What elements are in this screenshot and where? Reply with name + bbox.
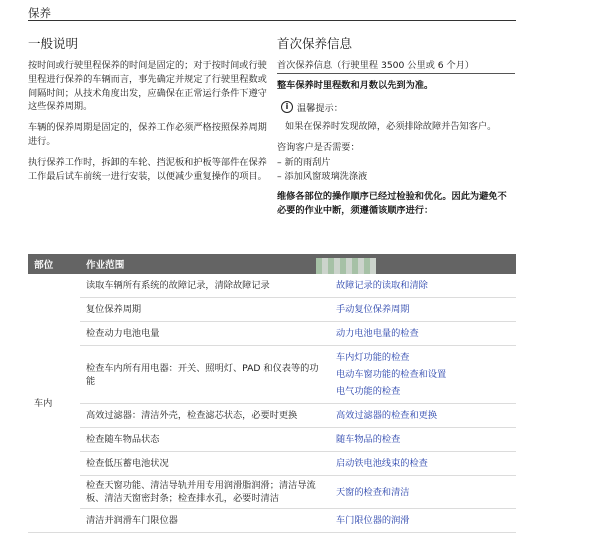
first-service-heading: 首次保养信息	[277, 36, 353, 51]
consult-text: 咨询客户是否需要：	[277, 141, 360, 153]
table-row	[28, 509, 516, 533]
work-item: 检查低压蓄电池状况	[80, 452, 330, 476]
table-row	[28, 322, 516, 346]
work-item: 检查动力电池电量	[80, 322, 330, 346]
work-item: 检查随车物品状态	[80, 428, 330, 452]
procedure-link[interactable]: 电动车窗功能的检查和设置	[336, 369, 447, 380]
first-service-rule: 整车保养时里程数和月数以先到为准。	[277, 80, 434, 91]
general-notes-paragraph-2: 车辆的保养周期是固定的，保养工作必须严格按照保养周期进行。	[28, 122, 267, 147]
procedure-link[interactable]: 随车物品的检查	[336, 434, 401, 445]
group-label: 车内	[28, 274, 80, 533]
procedure-link[interactable]: 电气功能的检查	[336, 386, 401, 397]
procedure-link[interactable]: 车门限位器的润滑	[336, 515, 410, 526]
page-header	[28, 2, 516, 21]
table-row	[28, 452, 516, 476]
work-item: 清洁并润滑车门限位器	[80, 509, 330, 533]
consult-item: – 新的雨刮片	[277, 156, 515, 170]
sequence-note: 维修各部位的操作顺序已经过检验和优化。因此为避免不必要的作业中断，须遵循该顺序进行：	[277, 190, 507, 216]
general-notes-paragraph-3: 执行保养工作时，拆卸的车轮、挡泥板和护板等部件在保养工作最后试车前统一进行安装，以便减少重复操作的项目。	[28, 156, 267, 182]
general-notes-heading: 一般说明	[28, 36, 79, 51]
procedure-link[interactable]: 动力电池电量的检查	[336, 328, 419, 339]
work-item: 高效过滤器：清洁外壳，检查滤芯状态，必要时更换	[80, 404, 330, 428]
consult-list	[277, 156, 515, 184]
header-scope: 作业范围	[80, 254, 516, 274]
maintenance-table	[28, 254, 516, 533]
tip-box	[281, 100, 515, 114]
header-position: 部位	[28, 254, 80, 274]
work-item: 检查天窗功能、清洁导轨并用专用润滑脂润滑；清洁导流板、清洁天窗密封条；检查排水孔，必要时清洁	[80, 476, 330, 509]
table-row	[28, 404, 516, 428]
procedure-link[interactable]: 手动复位保养周期	[336, 304, 410, 315]
procedure-link[interactable]: 高效过滤器的检查和更换	[336, 410, 438, 421]
procedure-link[interactable]: 启动铁电池线束的检查	[336, 458, 428, 469]
info-icon: i	[281, 101, 293, 113]
procedure-link[interactable]: 车内灯功能的检查	[336, 352, 410, 363]
page-title: 保养	[28, 6, 51, 20]
table-row	[28, 298, 516, 322]
general-notes-paragraph-1: 按时间或行驶里程保养的时间是固定的；对于按时间或行驶里程进行保养的车辆而言，事先确定并规定了行驶里程数或间隔时间；从技术角度出发，应确保在正常运行条件下遵守这些保养周期。	[28, 60, 267, 113]
work-item: 读取车辆所有系统的故障记录，清除故障记录	[80, 274, 330, 298]
table-row	[28, 476, 516, 509]
tip-text: 如果在保养时发现故障，必须排除故障并告知客户。	[285, 120, 497, 132]
consult-item: – 添加风窗玻璃洗涤液	[277, 170, 515, 184]
table-row	[28, 428, 516, 452]
tip-label: 温馨提示：	[297, 102, 343, 114]
table-header-row	[28, 254, 516, 274]
first-service-subheading: 首次保养信息（行驶里程 3500 公里或 6 个月）	[277, 59, 515, 74]
table-row	[28, 274, 516, 298]
work-item: 复位保养周期	[80, 298, 330, 322]
general-notes-section	[28, 36, 268, 190]
procedure-link[interactable]: 天窗的检查和清洁	[336, 486, 410, 498]
work-item: 检查车内所有用电器：开关、照明灯、PAD 和仪表等的功能	[80, 346, 330, 404]
procedure-link[interactable]: 故障记录的读取和清除	[336, 280, 428, 291]
table-row	[28, 346, 516, 404]
first-service-section	[277, 36, 515, 225]
watermark-blur	[316, 258, 376, 274]
